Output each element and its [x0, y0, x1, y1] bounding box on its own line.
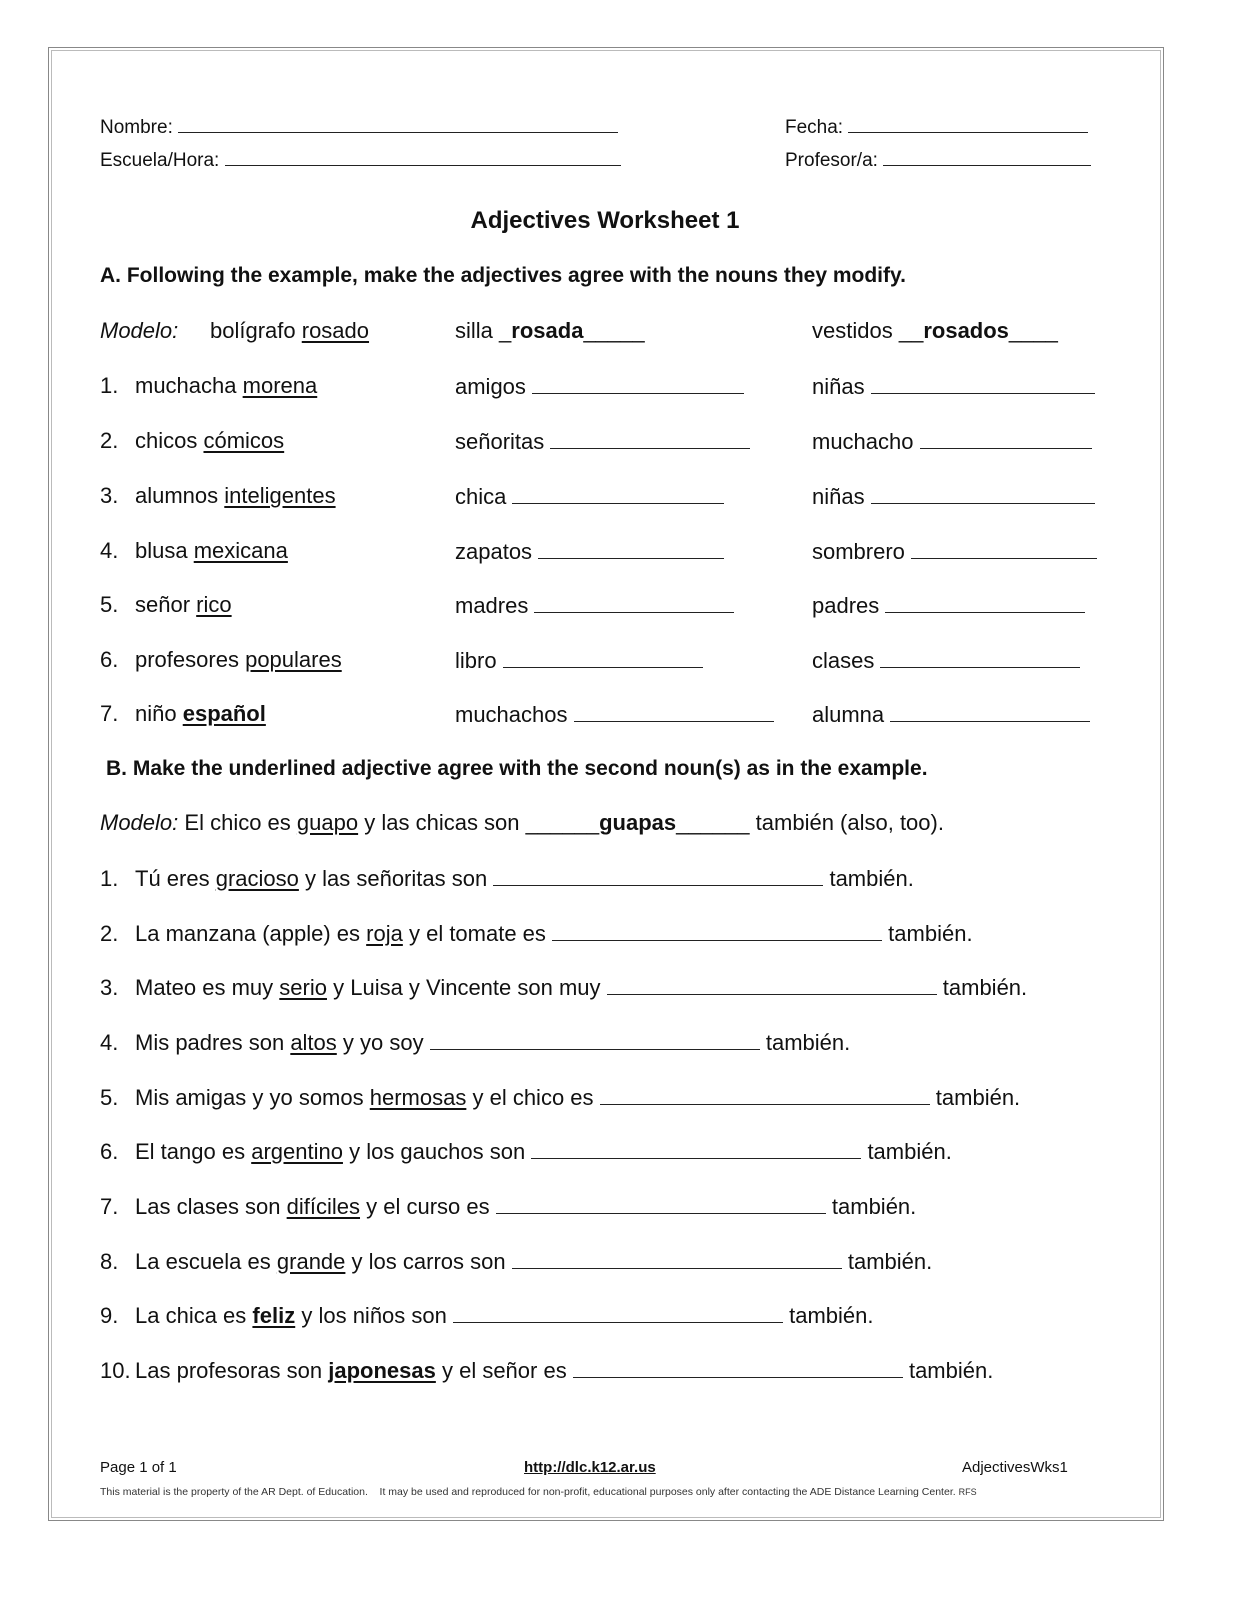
- section-b-row: [100, 1193, 916, 1220]
- col2-answer-blank[interactable]: [503, 647, 703, 668]
- answer-blank[interactable]: [552, 920, 882, 941]
- section-a-model: [0, 318, 1236, 348]
- teacher-label: Profesor/a:: [785, 150, 878, 171]
- section-a-row: [0, 538, 1236, 568]
- sentence-end: también.: [765, 1030, 851, 1055]
- col2-answer-blank[interactable]: [532, 373, 744, 394]
- underlined-adjective: japonesas: [328, 1358, 436, 1383]
- col2-noun: libro: [455, 648, 497, 673]
- answer-blank[interactable]: [453, 1302, 783, 1323]
- sentence-start: La escuela es: [135, 1249, 271, 1274]
- sentence-end: también.: [831, 1194, 917, 1219]
- model-col3-pre: __: [898, 318, 924, 343]
- col3-answer-blank[interactable]: [890, 701, 1090, 722]
- name-blank[interactable]: [178, 112, 618, 133]
- answer-blank[interactable]: [493, 865, 823, 886]
- item-col2: [455, 647, 703, 674]
- teacher-blank[interactable]: [883, 145, 1091, 166]
- model-col2-post: _____: [583, 318, 645, 343]
- col3-noun: sombrero: [812, 539, 905, 564]
- model-col3-post: ____: [1008, 318, 1058, 343]
- section-a-row: [0, 701, 1236, 731]
- teacher-field[interactable]: [785, 145, 1091, 172]
- item-number: 7.: [100, 1194, 119, 1219]
- sentence-middle: y las señoritas son: [305, 866, 488, 891]
- sentence-start: Mis amigas y yo somos: [135, 1085, 364, 1110]
- item-number: 3.: [100, 975, 119, 1000]
- answer-blank[interactable]: [600, 1084, 930, 1105]
- item-number: 10.: [100, 1358, 131, 1383]
- item-number: 6.: [100, 647, 119, 672]
- underlined-adjective: difíciles: [286, 1194, 361, 1219]
- name-label: Nombre:: [100, 117, 173, 138]
- section-a-row: [0, 428, 1236, 458]
- item-number: 1.: [100, 866, 119, 891]
- item-adjective: rico: [196, 592, 232, 617]
- sentence-end: también.: [867, 1139, 952, 1164]
- section-a-row: [0, 647, 1236, 677]
- item-col2: [455, 592, 734, 619]
- model-col2-noun: silla: [455, 318, 493, 343]
- section-b-row: [100, 1084, 1020, 1111]
- school-blank[interactable]: [225, 145, 621, 166]
- item-number: 4.: [100, 538, 119, 563]
- model-adjective: rosado: [301, 318, 370, 343]
- sentence-start: El tango es: [135, 1139, 246, 1164]
- date-field[interactable]: [785, 112, 1088, 139]
- section-b-row: [100, 1248, 932, 1275]
- item-noun: alumnos: [135, 483, 219, 508]
- underlined-adjective: altos: [290, 1030, 337, 1055]
- item-phrase: [135, 592, 232, 618]
- document-id: AdjectivesWks1: [962, 1459, 1068, 1476]
- col3-answer-blank[interactable]: [885, 592, 1085, 613]
- underlined-adjective: argentino: [251, 1139, 343, 1164]
- model-b-blank-pre: ______: [525, 810, 600, 835]
- item-number: 2.: [100, 428, 119, 453]
- section-a-row: [0, 483, 1236, 513]
- col3-answer-blank[interactable]: [880, 647, 1080, 668]
- underlined-adjective: serio: [279, 975, 327, 1000]
- sentence-end: también.: [942, 975, 1028, 1000]
- sentence-middle: y el curso es: [366, 1194, 490, 1219]
- col3-answer-blank[interactable]: [911, 538, 1097, 559]
- sentence-middle: y los niños son: [301, 1303, 447, 1328]
- col2-noun: señoritas: [455, 429, 545, 454]
- item-col3: [812, 483, 1095, 510]
- section-b-row: [100, 865, 914, 892]
- name-field[interactable]: [100, 112, 618, 139]
- sentence-middle: y los carros son: [351, 1249, 506, 1274]
- item-noun: blusa: [135, 538, 188, 563]
- section-a-row: [0, 373, 1236, 403]
- item-phrase: [135, 701, 266, 727]
- section-b-row: [100, 1357, 993, 1384]
- item-noun: muchacha: [135, 373, 237, 398]
- item-adjective: populares: [245, 647, 342, 672]
- model-col2-pre: _: [499, 318, 512, 343]
- col2-answer-blank[interactable]: [550, 428, 750, 449]
- section-b-row: [100, 1302, 874, 1329]
- item-col2: [455, 483, 724, 510]
- model-col2: [455, 318, 645, 344]
- item-col2: [455, 428, 750, 455]
- sentence-end: también.: [888, 921, 973, 946]
- col2-noun: zapatos: [455, 539, 533, 564]
- underlined-adjective: gracioso: [215, 866, 299, 891]
- school-field[interactable]: [100, 145, 621, 172]
- section-b-row: [100, 1138, 952, 1165]
- sentence-start: Las profesoras son: [135, 1358, 323, 1383]
- item-col2: [455, 373, 744, 400]
- item-number: 2.: [100, 921, 119, 946]
- answer-blank[interactable]: [430, 1029, 760, 1050]
- col3-answer-blank[interactable]: [871, 373, 1095, 394]
- item-number: 1.: [100, 373, 119, 398]
- date-blank[interactable]: [848, 112, 1088, 133]
- col2-answer-blank[interactable]: [538, 538, 724, 559]
- section-a-heading: A. Following the example, make the adjectives agree with the nouns they modify.: [100, 264, 906, 287]
- col2-noun: chica: [455, 484, 507, 509]
- model-noun: [210, 318, 369, 344]
- sentence-start: Mateo es muy: [135, 975, 274, 1000]
- sentence-start: La chica es: [135, 1303, 247, 1328]
- item-adjective: cómicos: [203, 428, 285, 453]
- answer-blank[interactable]: [573, 1357, 903, 1378]
- item-number: 5.: [100, 592, 119, 617]
- item-number: 5.: [100, 1085, 119, 1110]
- page-number: Page 1 of 1: [100, 1459, 177, 1476]
- model-col3-noun: vestidos: [812, 318, 893, 343]
- item-noun: niño: [135, 701, 177, 726]
- model-b-answer: guapas: [599, 810, 677, 835]
- model-b-mid: y las chicas son: [364, 810, 520, 835]
- item-col3: [812, 538, 1097, 565]
- sentence-middle: y el tomate es: [408, 921, 546, 946]
- model-label: Modelo:: [100, 318, 179, 343]
- sentence-middle: y el chico es: [472, 1085, 594, 1110]
- col2-noun: madres: [455, 593, 529, 618]
- date-label: Fecha:: [785, 117, 844, 138]
- answer-blank[interactable]: [512, 1248, 842, 1269]
- model-col3: [812, 318, 1058, 344]
- model-b-pre: El chico es: [184, 810, 291, 835]
- copyright-notice: [100, 1486, 977, 1498]
- item-col3: [812, 373, 1095, 400]
- footer-url-link[interactable]: http://dlc.k12.ar.us: [524, 1459, 656, 1476]
- underlined-adjective: feliz: [252, 1303, 296, 1328]
- col3-noun: alumna: [812, 702, 885, 727]
- col3-noun: padres: [812, 593, 880, 618]
- item-col3: [812, 428, 1092, 455]
- item-number: 7.: [100, 701, 119, 726]
- col2-answer-blank[interactable]: [534, 592, 734, 613]
- model-col3-answer: rosados: [923, 318, 1009, 343]
- item-number: 8.: [100, 1249, 119, 1274]
- section-b-model: [100, 810, 944, 836]
- item-number: 3.: [100, 483, 119, 508]
- item-number: 4.: [100, 1030, 119, 1055]
- item-number: 9.: [100, 1303, 119, 1328]
- section-a-row: [0, 592, 1236, 622]
- item-noun: profesores: [135, 647, 239, 672]
- underlined-adjective: hermosas: [369, 1085, 467, 1110]
- item-col3: [812, 701, 1090, 728]
- sentence-middle: y Luisa y Vincente son muy: [333, 975, 601, 1000]
- col3-noun: niñas: [812, 484, 865, 509]
- model-b-post: también (also, too).: [755, 810, 944, 835]
- col3-noun: niñas: [812, 374, 865, 399]
- sentence-start: Las clases son: [135, 1194, 281, 1219]
- section-b-heading: B. Make the underlined adjective agree with the second noun(s) as in the example.: [106, 757, 928, 780]
- item-adjective: inteligentes: [224, 483, 336, 508]
- model-b-label: Modelo:: [100, 810, 179, 835]
- item-adjective: español: [182, 701, 266, 726]
- col3-answer-blank[interactable]: [871, 483, 1095, 504]
- sentence-end: también.: [789, 1303, 874, 1328]
- answer-blank[interactable]: [531, 1138, 861, 1159]
- sentence-start: La manzana (apple) es: [135, 921, 361, 946]
- model-b-blank-post: ______: [676, 810, 750, 835]
- item-col3: [812, 647, 1080, 674]
- sentence-end: también.: [847, 1249, 933, 1274]
- sentence-end: también.: [908, 1358, 994, 1383]
- section-b-row: [100, 920, 973, 947]
- notice-initials: RFS: [958, 1487, 977, 1497]
- item-phrase: [135, 373, 317, 399]
- item-phrase: [135, 483, 336, 509]
- col3-noun: clases: [812, 648, 875, 673]
- sentence-start: Tú eres: [135, 866, 210, 891]
- model-noun-text: bolígrafo: [210, 318, 296, 343]
- sentence-middle: y el señor es: [441, 1358, 567, 1383]
- col3-noun: muchacho: [812, 429, 914, 454]
- item-col3: [812, 592, 1085, 619]
- item-phrase: [135, 428, 284, 454]
- answer-blank[interactable]: [496, 1193, 826, 1214]
- model-col2-answer: rosada: [511, 318, 584, 343]
- sentence-middle: y los gauchos son: [349, 1139, 526, 1164]
- school-label: Escuela/Hora:: [100, 150, 220, 171]
- item-adjective: mexicana: [193, 538, 288, 563]
- underlined-adjective: roja: [366, 921, 403, 946]
- sentence-start: Mis padres son: [135, 1030, 285, 1055]
- model-b-adjective: guapo: [296, 810, 359, 835]
- item-adjective: morena: [242, 373, 318, 398]
- col2-noun: muchachos: [455, 702, 568, 727]
- underlined-adjective: grande: [276, 1249, 346, 1274]
- section-b-row: [100, 1029, 850, 1056]
- sentence-end: también.: [829, 866, 914, 891]
- col2-noun: amigos: [455, 374, 526, 399]
- sentence-end: también.: [935, 1085, 1021, 1110]
- item-number: 6.: [100, 1139, 119, 1164]
- item-col2: [455, 701, 774, 728]
- notice-text: This material is the property of the AR Dept. of Education. It may be used and reproduced for non-profit, educational purposes only after contacting the ADE Distance Learning Center.: [100, 1486, 956, 1498]
- item-phrase: [135, 647, 342, 673]
- col2-answer-blank[interactable]: [574, 701, 774, 722]
- item-col2: [455, 538, 724, 565]
- item-noun: señor: [135, 592, 191, 617]
- answer-blank[interactable]: [607, 974, 937, 995]
- item-noun: chicos: [135, 428, 198, 453]
- sentence-middle: y yo soy: [342, 1030, 424, 1055]
- page-title: Adjectives Worksheet 1: [470, 207, 740, 234]
- item-phrase: [135, 538, 288, 564]
- section-b-row: [100, 974, 1027, 1001]
- col2-answer-blank[interactable]: [512, 483, 724, 504]
- col3-answer-blank[interactable]: [920, 428, 1092, 449]
